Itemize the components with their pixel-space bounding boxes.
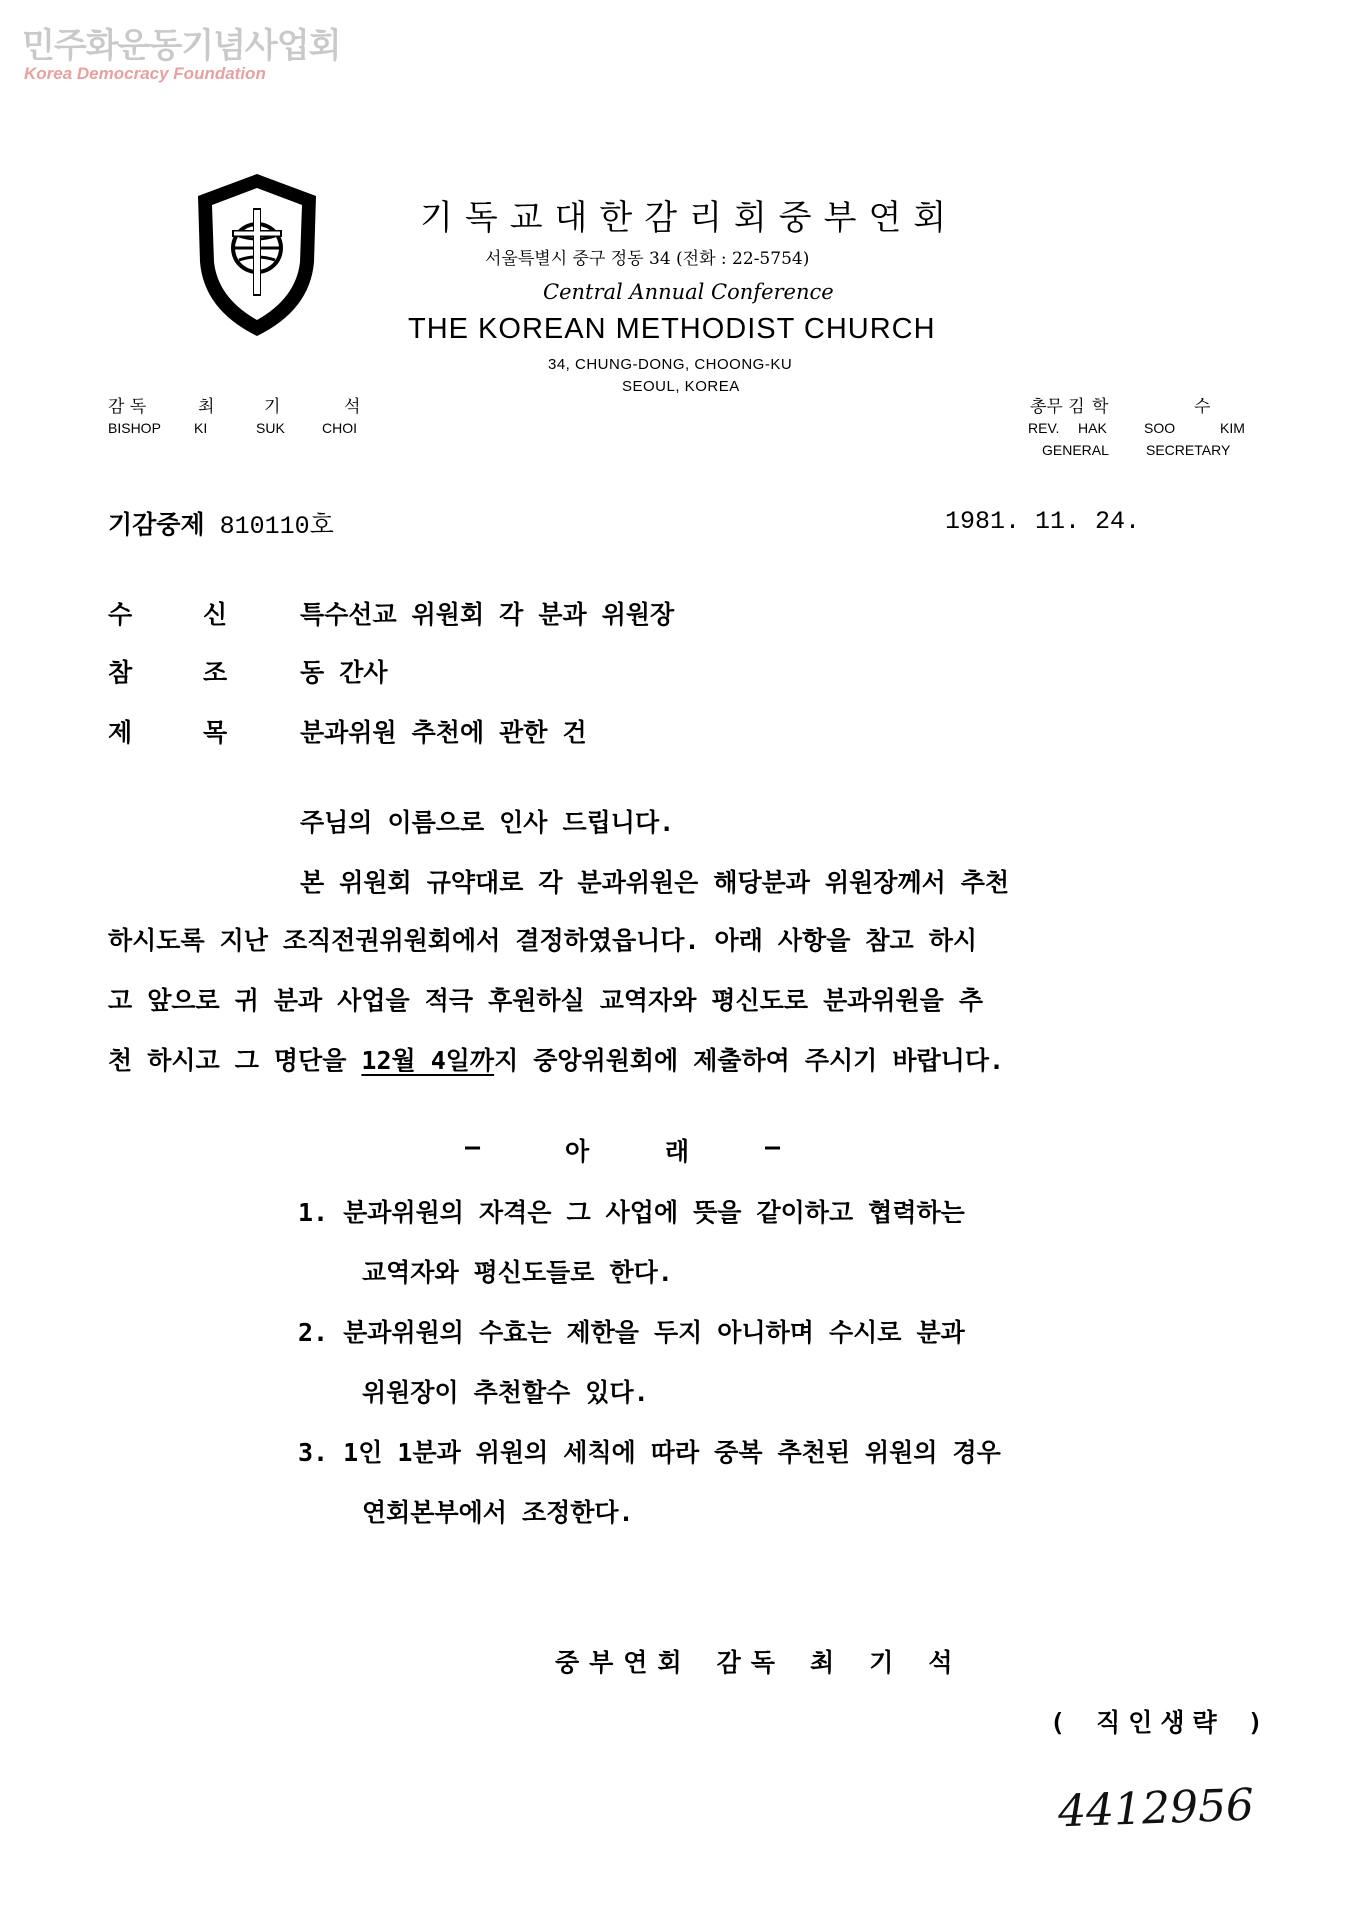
body-line xyxy=(108,1041,1004,1077)
subject-value: 분과위원 추천에 관한 건 xyxy=(300,718,587,747)
document-number-prefix: 기감중제 xyxy=(108,510,205,539)
bishop-korean-part: 최 xyxy=(198,397,215,417)
signer: 중부연회 감독 최 기 석 xyxy=(555,1648,963,1677)
handwritten-archive-number: 4412956 xyxy=(1057,1779,1255,1838)
bishop-korean-part: 감 독 xyxy=(108,397,147,417)
address-english-line-1: 34, CHUNG-DONG, CHOONG-KU xyxy=(548,356,793,373)
notice-item: 3. 1인 1분과 위원의 세칙에 따라 중복 추천된 위원의 경우 xyxy=(298,1438,1001,1467)
bishop-name-english xyxy=(108,420,382,436)
document-number xyxy=(108,505,334,541)
bishop-korean-part: 석 xyxy=(344,397,361,417)
secretary-english-part: HAK xyxy=(1078,420,1107,436)
recipient-label xyxy=(108,595,227,631)
notice-item: 1. 분과위원의 자격은 그 사업에 뜻을 같이하고 협력하는 xyxy=(298,1198,965,1227)
secretary-title xyxy=(1042,442,1230,458)
body-text: 지 중앙위원회에 제출하여 주시기 바랍니다. xyxy=(494,1046,1005,1075)
label-char: 참 xyxy=(108,658,133,687)
watermark-english: Korea Democracy Foundation xyxy=(24,64,266,83)
watermark-korean: 민주화운동기념사업회 xyxy=(22,26,341,66)
label-char: 조 xyxy=(203,658,228,687)
bishop-english-part: SUK xyxy=(256,420,285,436)
greeting: 주님의 이름으로 인사 드립니다. xyxy=(300,808,675,837)
deadline: 12월 4일까 xyxy=(361,1046,495,1075)
church-name-english: THE KOREAN METHODIST CHURCH xyxy=(408,313,936,345)
secretary-korean-part: 학 xyxy=(1092,397,1109,417)
secretary-english-part: KIM xyxy=(1220,420,1245,436)
secretary-title-part: SECRETARY xyxy=(1146,442,1231,458)
address-english-line-2: SEOUL, KOREA xyxy=(622,378,740,395)
bishop-english-part: KI xyxy=(194,420,208,436)
label-char: 목 xyxy=(203,718,228,747)
bishop-english-part: CHOI xyxy=(322,420,357,436)
notice-heading xyxy=(465,1132,865,1168)
label-char: 수 xyxy=(108,600,133,629)
body-line: 본 위원회 규약대로 각 분과위원은 해당분과 위원장께서 추천 xyxy=(300,868,1010,897)
bishop-korean-part: 기 xyxy=(264,397,281,417)
subject-label xyxy=(108,713,227,749)
label-char: 제 xyxy=(108,718,133,747)
methodist-cross-globe-shield-icon xyxy=(192,170,322,340)
notice-item-continuation: 위원장이 추천할수 있다. xyxy=(362,1378,649,1407)
secretary-english-part: SOO xyxy=(1144,420,1176,436)
secretary-english-part: REV. xyxy=(1028,420,1060,436)
body-text: 천 하시고 그 명단을 xyxy=(108,1046,362,1075)
label-char: 신 xyxy=(203,600,228,629)
secretary-name-english xyxy=(1028,420,1270,436)
reference-label xyxy=(108,653,227,689)
bishop-english-part: BISHOP xyxy=(108,420,161,436)
document-number-value: 810110호 xyxy=(219,512,334,541)
secretary-name-korean xyxy=(1030,392,1262,417)
address-korean: 서울특별시 중구 정동 34 (전화 : 22-5754) xyxy=(485,249,810,269)
recipient-value: 특수선교 위원회 각 분과 위원장 xyxy=(300,600,675,629)
notice-item-continuation: 교역자와 평신도들로 한다. xyxy=(362,1258,673,1287)
conference-name: Central Annual Conference xyxy=(543,280,834,304)
secretary-korean-part: 총무 김 xyxy=(1030,397,1085,417)
bishop-name-korean xyxy=(108,392,404,417)
reference-value: 동 간사 xyxy=(300,658,388,687)
heading-part: 아 xyxy=(565,1137,590,1166)
body-line: 고 앞으로 귀 분과 사업을 적극 후원하실 교역자와 평신도로 분과위원을 추 xyxy=(108,986,984,1015)
heading-part: 래 xyxy=(665,1137,690,1166)
secretary-title-part: GENERAL xyxy=(1042,442,1109,458)
organization-name-korean: 기독교대한감리회중부연회 xyxy=(420,198,959,238)
heading-part: — xyxy=(765,1132,781,1161)
body-line: 하시도록 지난 조직전권위원회에서 결정하였읍니다. 아래 사항을 참고 하시 xyxy=(108,926,978,955)
seal-omitted-note: ( 직인생략 ) xyxy=(1050,1708,1271,1737)
notice-item: 2. 분과위원의 수효는 제한을 두지 아니하며 수시로 분과 xyxy=(298,1318,965,1347)
heading-part: — xyxy=(465,1132,481,1161)
notice-item-continuation: 연회본부에서 조정한다. xyxy=(362,1498,634,1527)
secretary-korean-part: 수 xyxy=(1194,397,1211,417)
document-date: 1981. 11. 24. xyxy=(945,507,1141,536)
